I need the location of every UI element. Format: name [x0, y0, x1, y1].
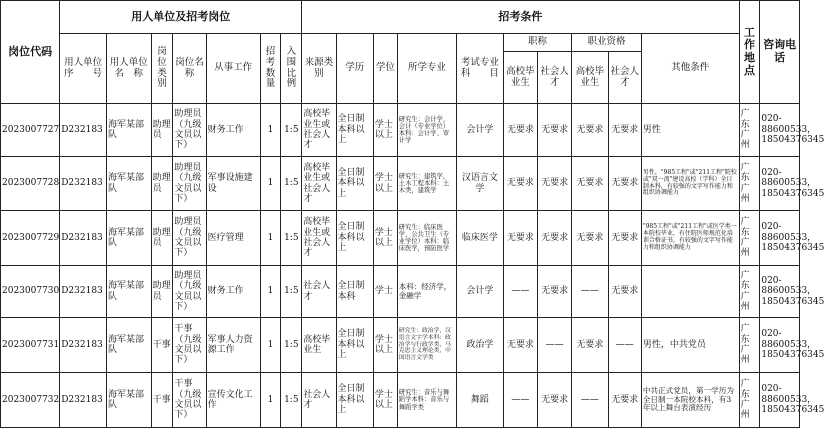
- header-title: 职称: [503, 34, 572, 52]
- education: 全日制本科以上: [336, 373, 373, 428]
- work-location: 广东广州: [739, 318, 760, 373]
- post-name: 助理员（九级文员以下）: [173, 157, 206, 211]
- qual-grad: 无要求: [572, 211, 608, 266]
- recruit-count: 1: [260, 157, 281, 211]
- post-code: 2023007728: [1, 157, 60, 211]
- post-code: 2023007732: [1, 373, 60, 428]
- post-code: 2023007727: [1, 104, 60, 157]
- title-social: ——: [537, 318, 571, 373]
- title-social: 无要求: [537, 157, 571, 211]
- table-row: [1, 373, 800, 428]
- work-location: 广东广州: [739, 373, 760, 428]
- contact-phone: 020-88600533，18504376345: [760, 157, 800, 211]
- post-name: 助理员（九级文员以下）: [173, 104, 206, 157]
- title-grad: ——: [503, 373, 537, 428]
- qual-grad: 无要求: [572, 157, 608, 211]
- header-exam-subject: 考试专业科 目: [456, 34, 503, 104]
- unit-seq: D232183: [60, 266, 107, 318]
- source: 高校毕业生或社会人才: [302, 211, 336, 266]
- header-degree: 学位: [373, 34, 397, 104]
- header-work-content: 从事工作: [206, 34, 260, 104]
- degree: 学士以上: [373, 373, 397, 428]
- major: 研究生：建筑学，土木工程本科：土木类，建筑学: [397, 157, 456, 211]
- header-education: 学历: [336, 34, 373, 104]
- unit-name: 海军某部队: [106, 318, 151, 373]
- title-grad: 无要求: [503, 104, 537, 157]
- unit-seq: D232183: [60, 104, 107, 157]
- unit-name: 海军某部队: [106, 266, 151, 318]
- title-social: 无要求: [537, 211, 571, 266]
- post-type: 助理员: [151, 211, 173, 266]
- recruit-count: 1: [260, 266, 281, 318]
- exam-subject: 政治学: [456, 318, 503, 373]
- post-name: 干事（九级文员以下）: [173, 373, 206, 428]
- major: 研究生：政治学，汉语言文字学本科：政治学与行政学类，马克思主义理论类，中国语言文学类: [397, 318, 456, 373]
- recruit-count: 1: [260, 211, 281, 266]
- work-location: 广东广州: [739, 266, 760, 318]
- education: 全日制本科以上: [336, 211, 373, 266]
- degree: 学士以上: [373, 211, 397, 266]
- header-title-social: 社会人才: [537, 52, 571, 104]
- recruit-count: 1: [260, 104, 281, 157]
- source: 社会人才: [302, 266, 336, 318]
- header-recruit-count: 招考数量: [260, 34, 281, 104]
- header-qual-grad: 高校毕业生: [572, 52, 608, 104]
- unit-name: 海军某部队: [106, 373, 151, 428]
- qual-social: ——: [608, 318, 641, 373]
- header-major: 所学专业: [397, 34, 456, 104]
- header-source: 来源类别: [302, 34, 336, 104]
- education: 全日制本科以上: [336, 104, 373, 157]
- header-condition-group: 招考条件: [302, 1, 739, 34]
- header-post-type: 岗位类别: [151, 34, 173, 104]
- contact-phone: 020-88600533，18504376345: [760, 318, 800, 373]
- header-interview-ratio: 入围比例: [281, 34, 302, 104]
- unit-name: 海军某部队: [106, 211, 151, 266]
- work-location: 广东广州: [739, 104, 760, 157]
- post-code: 2023007731: [1, 318, 60, 373]
- work-location: 广东广州: [739, 157, 760, 211]
- unit-seq: D232183: [60, 373, 107, 428]
- degree: 学士以上: [373, 104, 397, 157]
- table-row: [1, 211, 800, 266]
- qual-social: 无要求: [608, 266, 641, 318]
- major: 本科：经济学，金融学: [397, 266, 456, 318]
- header-qual-social: 社会人才: [608, 52, 641, 104]
- header-contact-phone: 咨询电话: [760, 1, 800, 104]
- work-content: 财务工作: [206, 266, 260, 318]
- post-name: 助理员（九级文员以下）: [173, 211, 206, 266]
- title-social: 无要求: [537, 266, 571, 318]
- interview-ratio: 1:5: [281, 266, 302, 318]
- table-row: [1, 318, 800, 373]
- qual-grad: ——: [572, 373, 608, 428]
- education: 全日制本科: [336, 266, 373, 318]
- work-content: 财务工作: [206, 104, 260, 157]
- unit-seq: D232183: [60, 211, 107, 266]
- header-unit-group: 用人单位及招考岗位: [60, 1, 302, 34]
- unit-seq: D232183: [60, 157, 107, 211]
- qual-grad: ——: [572, 266, 608, 318]
- qual-social: 无要求: [608, 157, 641, 211]
- title-social: 无要求: [537, 373, 571, 428]
- interview-ratio: 1:5: [281, 373, 302, 428]
- unit-name: 海军某部队: [106, 104, 151, 157]
- other-conditions: "985工程"或"211工程"或医学类一本院校毕业，有住院医师规范化培训合格证书，有较强的文字写作能力和组织协调能力: [641, 211, 739, 266]
- work-location: 广东广州: [739, 211, 760, 266]
- title-grad: 无要求: [503, 157, 537, 211]
- unit-name: 海军某部队: [106, 157, 151, 211]
- header-work-location: 工作地点: [739, 1, 760, 104]
- contact-phone: 020-88600533，18504376345: [760, 373, 800, 428]
- post-type: 干事: [151, 318, 173, 373]
- table-row: [1, 266, 800, 318]
- post-type: 助理员: [151, 266, 173, 318]
- interview-ratio: 1:5: [281, 104, 302, 157]
- header-other: 其他条件: [641, 34, 739, 104]
- contact-phone: 020-88600533，18504376345: [760, 104, 800, 157]
- work-content: 军事设施建设: [206, 157, 260, 211]
- qual-social: 无要求: [608, 104, 641, 157]
- major: 研究生：会计学，会计（专业学位）本科：会计学、审计学: [397, 104, 456, 157]
- interview-ratio: 1:5: [281, 318, 302, 373]
- header-unit-name: 用人单位名 称: [106, 34, 151, 104]
- qual-social: 无要求: [608, 211, 641, 266]
- other-conditions: 男性: [641, 104, 739, 157]
- major: 研究生：音乐与舞蹈学本科：音乐与舞蹈学类: [397, 373, 456, 428]
- source: 高校毕业生或社会人才: [302, 157, 336, 211]
- qual-grad: 无要求: [572, 318, 608, 373]
- education: 全日制本科以上: [336, 157, 373, 211]
- qual-social: 无要求: [608, 373, 641, 428]
- table-row: [1, 157, 800, 211]
- degree: 学士以上: [373, 318, 397, 373]
- post-type: 干事: [151, 373, 173, 428]
- title-grad: 无要求: [503, 211, 537, 266]
- source: 高校毕业生或社会人才: [302, 104, 336, 157]
- source: 高校毕业生: [302, 318, 336, 373]
- header-qualification: 职业资格: [572, 34, 642, 52]
- other-conditions: 男性，中共党员: [641, 318, 739, 373]
- contact-phone: 020-88600533，18504376345: [760, 211, 800, 266]
- header-title-grad: 高校毕业生: [503, 52, 537, 104]
- post-type: 助理员: [151, 104, 173, 157]
- table-row: [1, 104, 800, 157]
- other-conditions: 中共正式党员，第一学历为全日制一本院校本科，有3年以上舞台表演经历: [641, 373, 739, 428]
- other-conditions: [641, 266, 739, 318]
- post-name: 助理员（九级文员以下）: [173, 266, 206, 318]
- post-type: 助理员: [151, 157, 173, 211]
- degree: 学士以上: [373, 157, 397, 211]
- exam-subject: 会计学: [456, 266, 503, 318]
- recruit-count: 1: [260, 318, 281, 373]
- header-post-name: 岗位名称: [173, 34, 206, 104]
- work-content: 医疗管理: [206, 211, 260, 266]
- header-unit-seq: 用人单位序 号: [60, 34, 107, 104]
- title-grad: ——: [503, 266, 537, 318]
- exam-subject: 会计学: [456, 104, 503, 157]
- work-content: 宣传文化工作: [206, 373, 260, 428]
- exam-subject: 临床医学: [456, 211, 503, 266]
- qual-grad: 无要求: [572, 104, 608, 157]
- title-social: 无要求: [537, 104, 571, 157]
- education: 全日制本科以上: [336, 318, 373, 373]
- exam-subject: 舞蹈: [456, 373, 503, 428]
- work-content: 军事人力资源工作: [206, 318, 260, 373]
- exam-subject: 汉语言文学: [456, 157, 503, 211]
- interview-ratio: 1:5: [281, 211, 302, 266]
- contact-phone: 020-88600533，18504376345: [760, 266, 800, 318]
- post-code: 2023007729: [1, 211, 60, 266]
- source: 社会人才: [302, 373, 336, 428]
- interview-ratio: 1:5: [281, 157, 302, 211]
- degree: 学士: [373, 266, 397, 318]
- header-post-code: 岗位代码: [1, 1, 60, 104]
- title-grad: 无要求: [503, 318, 537, 373]
- post-code: 2023007730: [1, 266, 60, 318]
- unit-seq: D232183: [60, 318, 107, 373]
- major: 研究生：临床医学，公共卫生（专业学位）本科：临床医学，预防医学: [397, 211, 456, 266]
- recruit-count: 1: [260, 373, 281, 428]
- other-conditions: 男性，"985工程"或"211工程"院校或"双一流"建设高校（学科）全日制本科，有较强的文字写作能力和组织协调能力: [641, 157, 739, 211]
- post-name: 干事（九级文员以下）: [173, 318, 206, 373]
